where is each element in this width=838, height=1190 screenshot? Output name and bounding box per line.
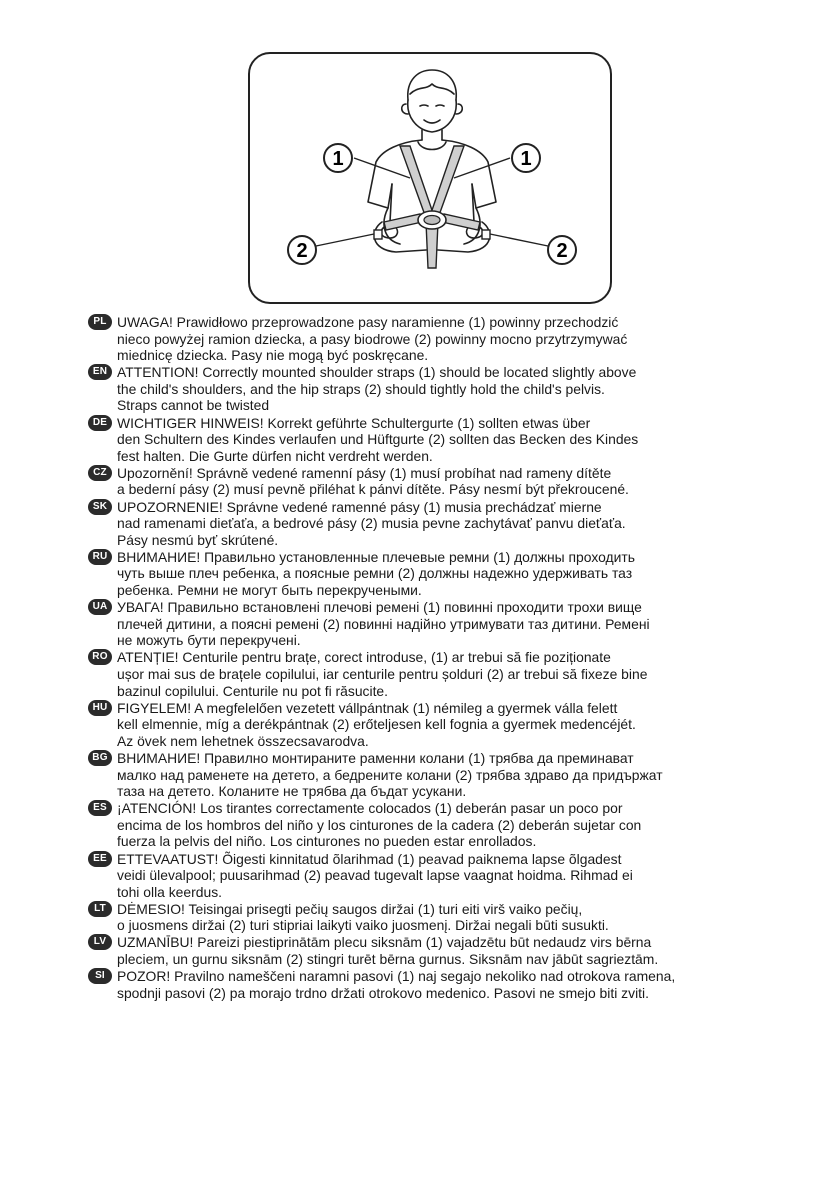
warning-text-line: плечей дитини, а поясні ремені (2) повинні надійно утримувати таз дитини. Ремені bbox=[117, 615, 650, 632]
warning-lt bbox=[88, 901, 788, 934]
shoulder-strap-left bbox=[400, 146, 434, 218]
child-harness-illustration bbox=[248, 52, 612, 304]
warning-text-line: tohi olla keerdus. bbox=[117, 883, 223, 900]
warning-text-line: чуть выше плеч ребенка, а поясные ремни (2) должны надежно удерживать таз bbox=[117, 565, 633, 582]
warning-text-line: kell elmennie, míg a derékpántnak (2) erőteljesen kell fognia a gyermek medencéjét. bbox=[117, 716, 636, 733]
warning-es bbox=[88, 800, 788, 850]
child-face bbox=[408, 100, 457, 132]
language-badge: CZ bbox=[88, 465, 112, 481]
warning-text-line: fest halten. Die Gurte dürfen nicht verdreht werden. bbox=[117, 447, 433, 464]
warning-text-line: nieco powyżej ramion dziecka, a pasy biodrowe (2) powinny mocno przytrzymywać bbox=[117, 330, 628, 347]
language-badge: LT bbox=[88, 901, 112, 917]
warning-ro bbox=[88, 649, 788, 699]
language-badge: DE bbox=[88, 415, 112, 431]
warning-text-line: miednicę dziecka. Pasy nie mogą być poskręcane. bbox=[117, 347, 429, 364]
warning-text-line: Straps cannot be twisted bbox=[117, 397, 270, 414]
warning-text-line: не можуть бути перекручені. bbox=[117, 632, 301, 649]
warning-text-line: encima de los hombros del niño y los cinturones de la cadera (2) deberán sujetar con bbox=[117, 816, 642, 833]
warning-text-line: УВАГА! Правильно встановлені плечові ремені (1) повинні проходити трохи вище bbox=[117, 599, 642, 616]
warning-hu bbox=[88, 700, 788, 750]
language-badge: LV bbox=[88, 934, 112, 950]
warning-text-line: DĖMESIO! Teisingai prisegti pečių saugos diržai (1) turi eiti virš vaiko pečių, bbox=[117, 900, 583, 917]
warning-list bbox=[88, 314, 788, 1002]
warning-text-line: POZOR! Pravilno nameščeni naramni pasovi (1) naj segajo nekoliko nad otrokova ramena, bbox=[117, 968, 676, 985]
warning-text-line: spodnji pasovi (2) pa morajo trdno držati otrokovo medenico. Pasovi ne smejo biti zviti. bbox=[117, 984, 649, 1001]
warning-text-line: bazinul copilului. Centurile nu pot fi răsucite. bbox=[117, 682, 389, 699]
warning-bg bbox=[88, 750, 788, 800]
language-badge: SI bbox=[88, 968, 112, 984]
warning-text-line: pleciem, un gurnu siksnām (2) stingri turēt bērna gurnus. Siksnām nav jābūt sagrieztām. bbox=[117, 951, 659, 968]
warning-sk bbox=[88, 499, 788, 549]
language-badge: SK bbox=[88, 499, 112, 515]
warning-text-line: ATTENTION! Correctly mounted shoulder straps (1) should be located slightly above bbox=[117, 364, 637, 381]
language-badge: ES bbox=[88, 800, 112, 816]
warning-ru bbox=[88, 549, 788, 599]
harness-drawing bbox=[250, 54, 614, 306]
warning-text-line: the child's shoulders, and the hip straps (2) should tightly hold the child's pelvis. bbox=[117, 380, 605, 397]
warning-si bbox=[88, 968, 788, 1001]
language-badge: RO bbox=[88, 649, 112, 665]
warning-text-line: ¡ATENCIÓN! Los tirantes correctamente colocados (1) deberán pasar un poco por bbox=[117, 800, 623, 817]
warning-text-line: ETTEVAATUST! Õigesti kinnitatud õlarihmad (1) peavad paiknema lapse õlgadest bbox=[117, 850, 622, 867]
warning-en bbox=[88, 364, 788, 414]
warning-ee bbox=[88, 851, 788, 901]
warning-text-line: Upozornění! Správně vedené ramenní pásy (1) musí probíhat nad rameny dítěte bbox=[117, 464, 612, 481]
warning-text-line: den Schultern des Kindes verlaufen und Hüftgurte (2) sollten das Becken des Kindes bbox=[117, 431, 639, 448]
warning-text-line: ВНИМАНИЕ! Правилно монтираните раменни колани (1) трябва да преминават bbox=[117, 749, 634, 766]
language-badge: PL bbox=[88, 314, 112, 330]
warning-text-line: a bederní pásy (2) musí pevně přiléhat k pánvi dítěte. Pásy nesmí být překroucené. bbox=[117, 481, 629, 498]
warning-text-line: таза на детето. Коланите не трябва да бъдат усукани. bbox=[117, 783, 467, 800]
leader-line-right-2 bbox=[490, 234, 548, 246]
language-badge: EN bbox=[88, 364, 112, 380]
warning-text-line: малко над раменете на детето, а бедрените колани (2) трябва здраво да придържат bbox=[117, 766, 663, 783]
language-badge: HU bbox=[88, 700, 112, 716]
warning-text-line: Az övek nem lehetnek összecsavarodva. bbox=[117, 732, 369, 749]
language-badge: RU bbox=[88, 549, 112, 565]
warning-text-line: ușor mai sus de brațele copilului, iar centurile pentru șolduri (2) ar trebui să fixeze bine bbox=[117, 665, 648, 682]
warning-text-line: UPOZORNENIE! Správne vedené ramenné pásy (1) musia prechádzať mierne bbox=[117, 498, 602, 515]
shoulder-strap-right bbox=[430, 146, 464, 218]
language-badge: EE bbox=[88, 851, 112, 867]
callout-2-left: 2 bbox=[296, 240, 308, 262]
warning-lv bbox=[88, 934, 788, 967]
warning-text-line: ВНИМАНИЕ! Правильно установленные плечевые ремни (1) должны проходить bbox=[117, 548, 636, 565]
warning-cz bbox=[88, 465, 788, 498]
warning-ua bbox=[88, 599, 788, 649]
callout-2-right: 2 bbox=[556, 240, 568, 262]
callout-1-left: 1 bbox=[332, 148, 344, 170]
warning-text-line: ATENȚIE! Centurile pentru brațe, corect introduse, (1) ar trebui să fie poziționate bbox=[117, 649, 611, 666]
leader-line-left-1 bbox=[354, 158, 410, 178]
warning-text-line: WICHTIGER HINWEIS! Korrekt geführte Schultergurte (1) sollten etwas über bbox=[117, 414, 591, 431]
warning-text-line: UZMANĪBU! Pareizi piestiprinātām plecu siksnām (1) vajadzētu būt nedaudz virs bērna bbox=[117, 934, 652, 951]
warning-text-line: fuerza la pelvis del niño. Los cinturones no pueden estar enrollados. bbox=[117, 833, 537, 850]
warning-text-line: ребенка. Ремни не могут быть перекручеными. bbox=[117, 582, 422, 598]
warning-text-line: veidi ülevalpool; puusarihmad (2) peavad tugevalt lapse vaagnat hoidma. Rihmad ei bbox=[117, 867, 633, 884]
warning-text-line: o juosmens diržai (2) turi stipriai laikyti vaiko juosmenį. Diržai negali būti susukti. bbox=[117, 917, 609, 934]
language-badge: BG bbox=[88, 750, 112, 766]
warning-text-line: UWAGA! Prawidłowo przeprowadzone pasy naramienne (1) powinny przechodzić bbox=[117, 314, 619, 330]
warning-text-line: Pásy nesmú byť skrútené. bbox=[117, 531, 279, 548]
leader-line-right-1 bbox=[454, 158, 510, 178]
warning-de bbox=[88, 415, 788, 465]
warning-pl bbox=[88, 314, 788, 364]
warning-text-line: nad ramenami dieťaťa, a bedrové pásy (2) musia pevne zachytávať panvu dieťaťa. bbox=[117, 515, 626, 532]
callout-1-right: 1 bbox=[520, 148, 532, 170]
language-badge: UA bbox=[88, 599, 112, 615]
leader-line-left-2 bbox=[316, 234, 374, 246]
warning-text-line: FIGYELEM! A megfelelően vezetett vállpántnak (1) némileg a gyermek válla felett bbox=[117, 699, 618, 716]
